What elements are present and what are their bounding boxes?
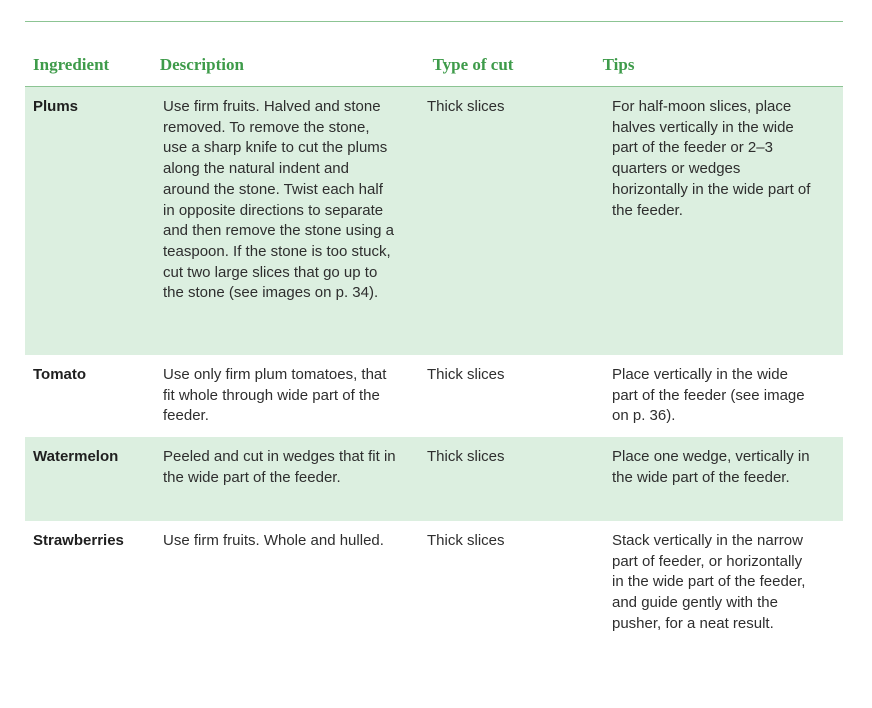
- ingredient-cell: Plums: [33, 98, 79, 115]
- description-cell: Use firm fruits. Whole and hulled.: [163, 532, 384, 549]
- tips-cell: Place vertically in the wide part of the feeder (see image on p. 36).: [612, 366, 805, 425]
- ingredient-cell: Tomato: [33, 366, 87, 383]
- header-ingredient: Ingredient: [33, 55, 110, 74]
- header-type-of-cut: Type of cut: [432, 55, 514, 74]
- cut-cell: Thick slices: [427, 532, 505, 549]
- cut-cell: Thick slices: [427, 366, 505, 383]
- top-divider: [25, 21, 843, 22]
- description-cell: Peeled and cut in wedges that fit in the wide part of the feeder.: [163, 448, 396, 486]
- header-tips: Tips: [602, 55, 635, 74]
- table-row-plums: [25, 87, 843, 355]
- description-cell: Use only firm plum tomatoes, that fit whole through wide part of the feeder.: [163, 366, 387, 425]
- table-row-watermelon: [25, 437, 843, 521]
- ingredient-table: [25, 45, 843, 661]
- ingredient-cell: Watermelon: [33, 448, 119, 465]
- tips-cell: For half-moon slices, place halves vertically in the wide part of the feeder or 2–3 quarters or wedges horizontally in the wide part of the feeder.: [612, 98, 811, 219]
- table-row-strawberries: [25, 521, 843, 661]
- tips-cell: Stack vertically in the narrow part of feeder, or horizontally in the wide part of the feeder, and guide gently with the pusher, for a neat result.: [612, 532, 806, 632]
- table-header-row: [25, 45, 843, 87]
- description-cell: Use firm fruits. Halved and stone removed. To remove the stone, use a sharp knife to cut the plums along the natural indent and around the stone. Twist each half in opposite directions to separate and then remove the stone using a teaspoon. If the stone is too stuck, cut two large slices that go up to the stone (see images on p. 34).: [163, 98, 394, 302]
- cut-cell: Thick slices: [427, 98, 505, 115]
- ingredient-cell: Strawberries: [33, 532, 124, 549]
- table-row-tomato: [25, 355, 843, 437]
- tips-cell: Place one wedge, vertically in the wide part of the feeder.: [612, 448, 810, 486]
- header-description: Description: [159, 55, 244, 74]
- cut-cell: Thick slices: [427, 448, 505, 465]
